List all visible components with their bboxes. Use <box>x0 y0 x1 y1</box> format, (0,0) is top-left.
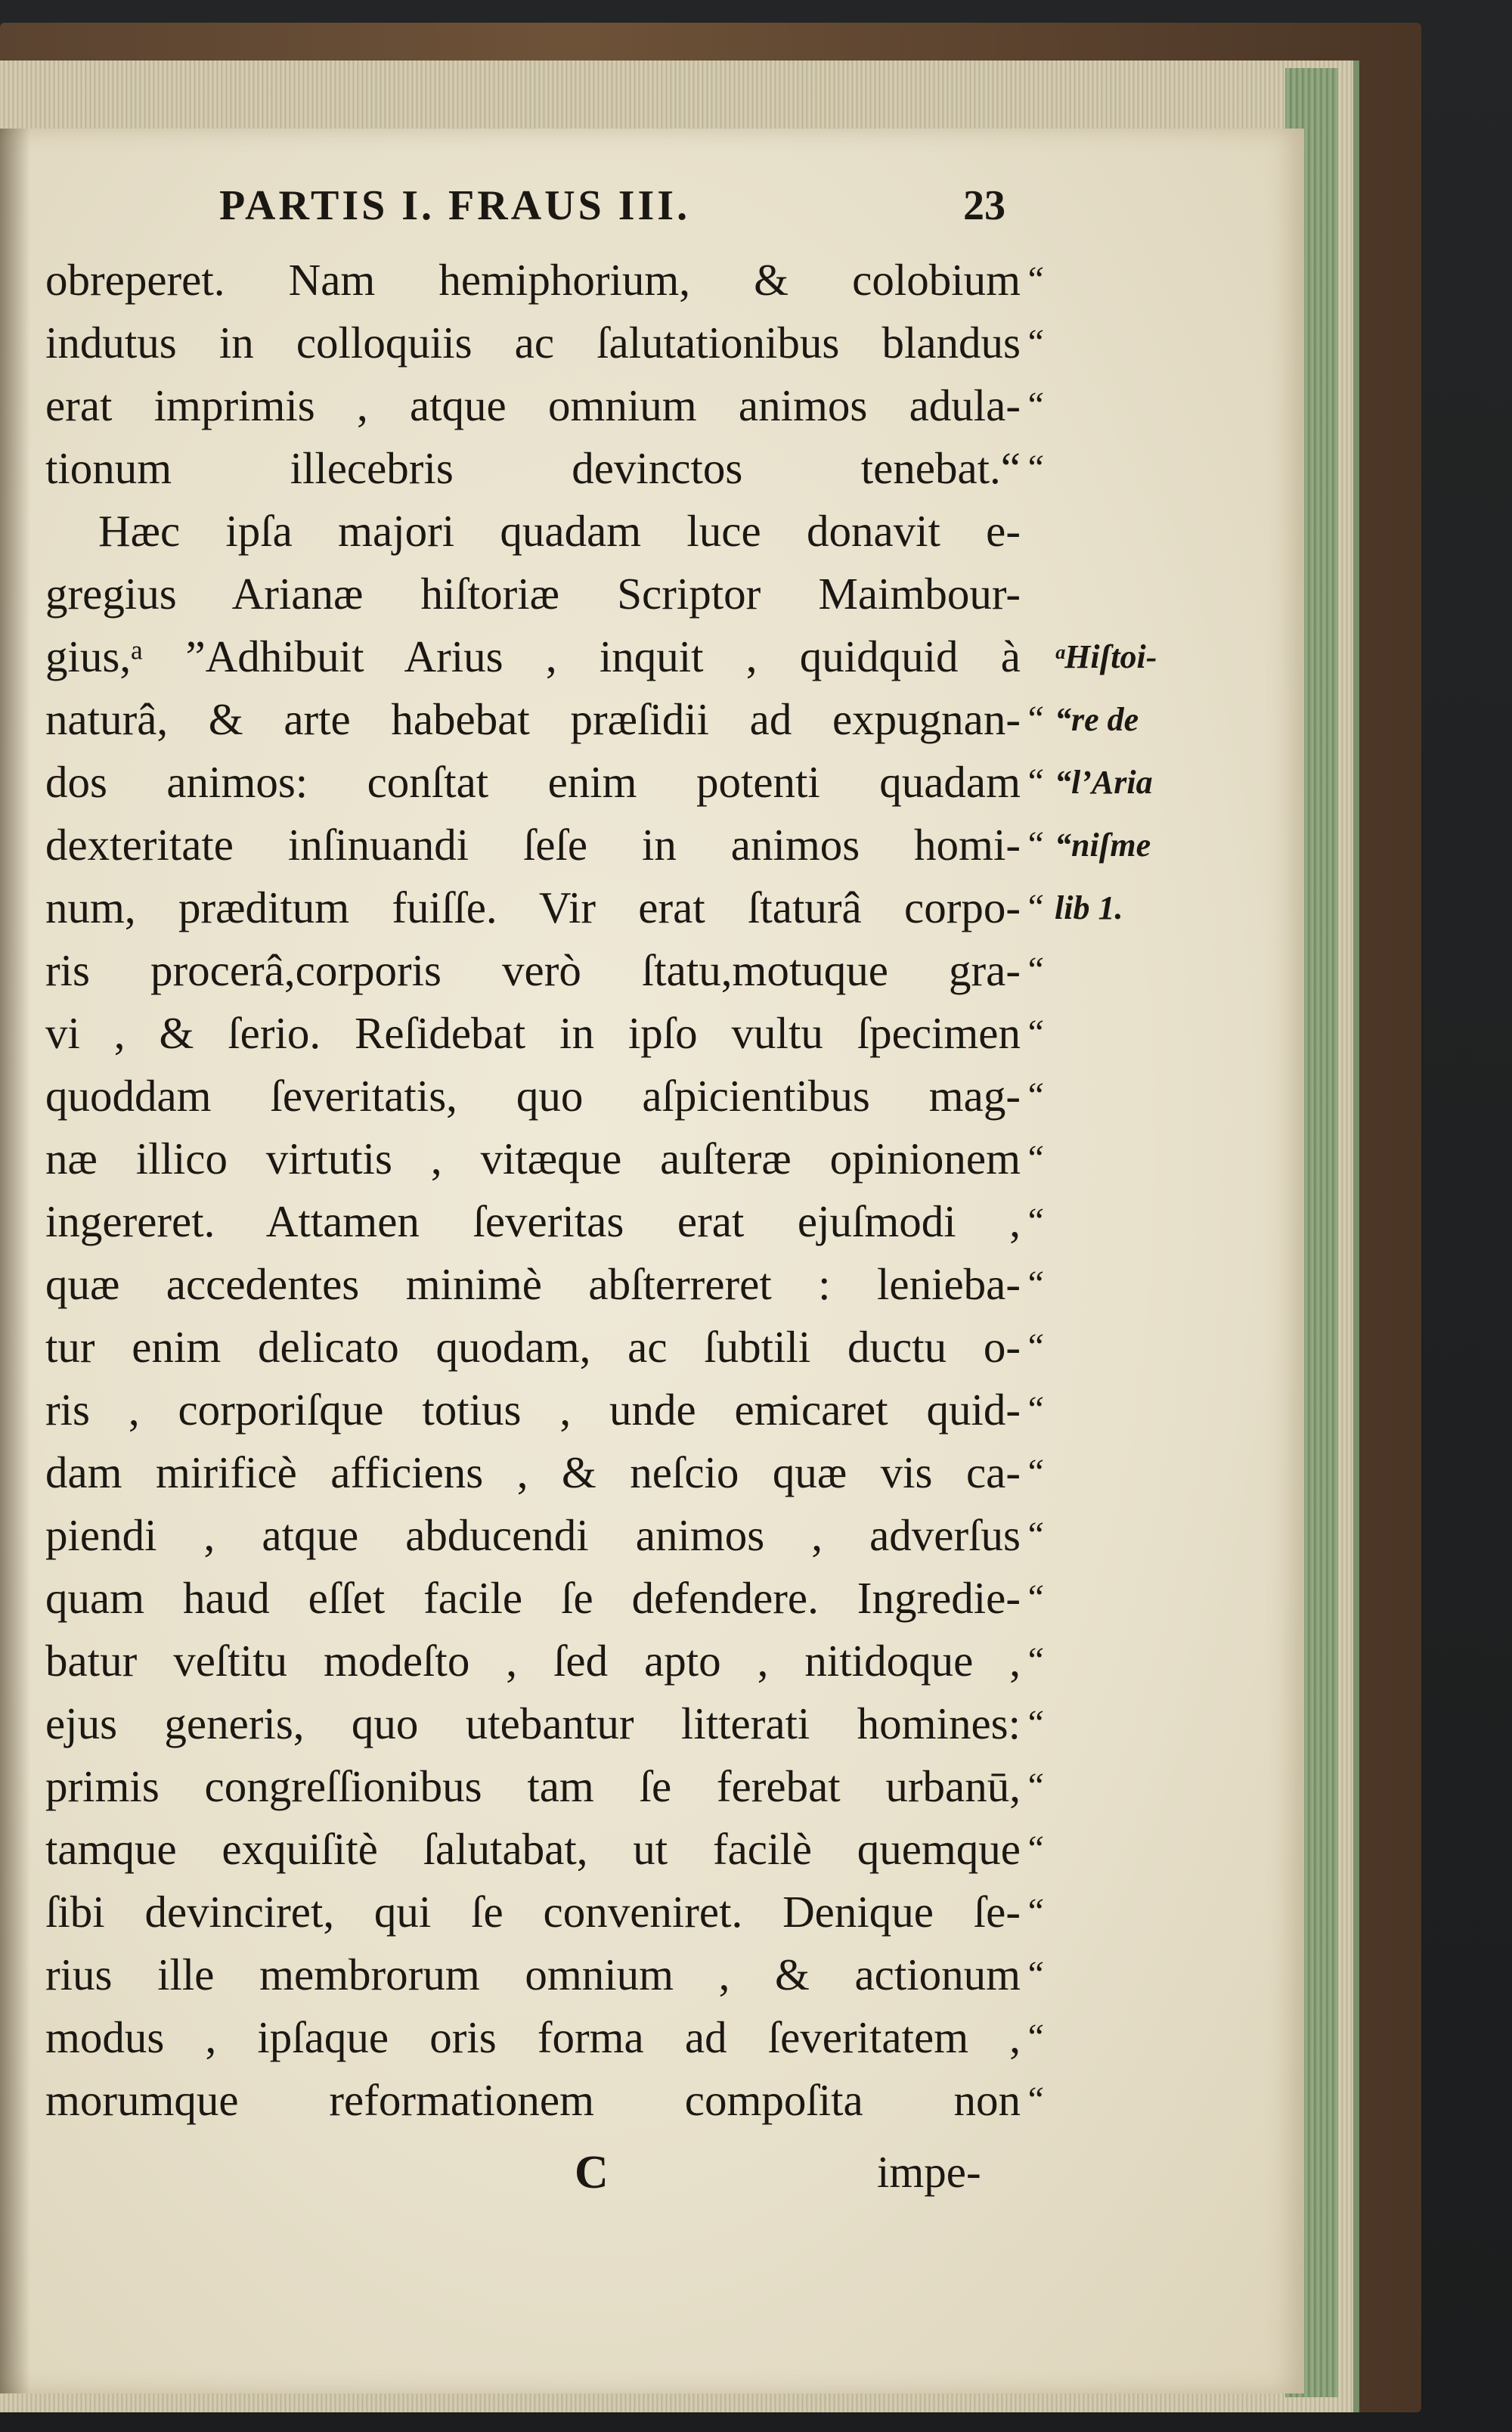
quote-mark: “ <box>1024 1138 1045 1178</box>
quote-mark: “ <box>1024 2017 1045 2057</box>
catchword: impe- <box>877 2147 981 2197</box>
margin-note-line: “niſme <box>1055 827 1151 864</box>
signature-mark: C <box>575 2147 609 2198</box>
quote-mark: “ <box>1024 1703 1045 1743</box>
text-line: ſibi devinciret, qui ſe conveniret. Denique ſe- <box>45 1887 1021 1937</box>
text-line: tur enim delicato quodam, ac ſubtili ductu o- <box>45 1322 1021 1372</box>
quote-mark: “ <box>1024 1829 1045 1869</box>
text-line: rius ille membrorum omnium , & actionum <box>45 1950 1021 1999</box>
quote-mark: “ <box>1024 1075 1045 1115</box>
text-line: obreperet. Nam hemiphorium, & colobium <box>45 255 1021 305</box>
quote-mark: “ <box>1024 1264 1045 1304</box>
quote-mark <box>1024 501 1055 561</box>
text-line: Hæc ipſa majori quadam luce donavit e- <box>98 506 1021 556</box>
text-line: piendi , atque abducendi animos , adverſus <box>45 1510 1021 1560</box>
running-head-title: PARTIS I. FRAUS III. <box>219 182 691 229</box>
text-line: dam mirificè afficiens , & neſcio quæ vis ca- <box>45 1447 1021 1497</box>
text-line: ejus generis, quo utebantur litterati homines: <box>45 1698 1021 1748</box>
text-line: primis congreſſionibus tam ſe ferebat urbanū, <box>45 1761 1021 1811</box>
text-line: erat imprimis , atque omnium animos adula- <box>45 380 1021 430</box>
page-number: 23 <box>963 182 1005 229</box>
text-line: dos animos: conſtat enim potenti quadam <box>45 757 1021 807</box>
quote-mark: “ <box>1024 824 1045 864</box>
text-line: quoddam ſeveritatis, quo aſpicientibus mag- <box>45 1071 1021 1121</box>
quote-mark: “ <box>1024 762 1045 802</box>
page-gutter <box>0 129 30 2393</box>
margin-note-line: lib 1. <box>1055 889 1123 926</box>
text-line: tionum illecebris devinctos tenebat.“ <box>45 443 1021 493</box>
quote-mark: “ <box>1024 887 1045 927</box>
running-head <box>219 181 1005 250</box>
text-line: ris procerâ,corporis verò ſtatu,motuque gra- <box>45 945 1021 995</box>
quote-mark: “ <box>1024 1389 1045 1429</box>
quote-mark: “ <box>1024 1891 1045 1931</box>
quote-mark: “ <box>1024 950 1045 990</box>
quote-mark: “ <box>1024 1577 1045 1618</box>
quote-mark: “ <box>1024 259 1045 299</box>
quote-mark: “ <box>1024 448 1045 488</box>
margin-note-line: ᵃHiſtoi- <box>1055 638 1157 675</box>
text-line: modus , ipſaque oris forma ad ſeveritatem , <box>45 2012 1021 2062</box>
quote-mark: “ <box>1024 385 1045 425</box>
quote-mark: “ <box>1024 1954 1045 1994</box>
text-line: gregius Arianæ hiſtoriæ Scriptor Maimbour- <box>45 569 1021 619</box>
quote-mark: “ <box>1024 1452 1045 1492</box>
quote-mark: “ <box>1024 1640 1045 1680</box>
text-line: dexteritate inſinuandi ſeſe in animos homi- <box>45 820 1021 870</box>
quote-mark: “ <box>1024 1201 1045 1241</box>
quote-mark: “ <box>1024 322 1045 362</box>
quote-mark: “ <box>1024 1326 1045 1366</box>
quote-mark: “ <box>1024 699 1045 739</box>
text-line: tamque exquiſitè ſalutabat, ut facilè quemque <box>45 1824 1021 1874</box>
text-line: quæ accedentes minimè abſterreret : lenieba- <box>45 1259 1021 1309</box>
text-line: vi , & ſerio. Reſidebat in ipſo vultu ſpecimen <box>45 1008 1021 1058</box>
quote-mark: “ <box>1024 1766 1045 1806</box>
text-line: quam haud eſſet facile ſe defendere. Ingredie- <box>45 1573 1021 1623</box>
text-line: morumque reformationem compoſita non <box>45 2075 1021 2125</box>
quote-mark <box>1024 626 1055 687</box>
margin-note-line: “re de <box>1055 701 1139 738</box>
text-line: gius,ᵃ ”Adhibuit Arius , inquit , quidquid à <box>45 631 1021 681</box>
quote-mark: “ <box>1024 1013 1045 1053</box>
text-line: batur veſtitu modeſto , ſed apto , nitidoque , <box>45 1636 1021 1686</box>
quote-mark <box>1024 563 1055 624</box>
text-line: næ illico virtutis , vitæque auſteræ opinionem <box>45 1134 1021 1183</box>
quote-mark: “ <box>1024 2080 1045 2120</box>
text-line: naturâ, & arte habebat præſidii ad expugnan- <box>45 694 1021 744</box>
text-line: indutus in colloquiis ac ſalutationibus blandus <box>45 318 1021 368</box>
text-line: num, præditum fuiſſe. Vir erat ſtaturâ corpo- <box>45 883 1021 932</box>
quote-mark: “ <box>1024 1515 1045 1555</box>
margin-note-line: “l’Aria <box>1055 764 1153 801</box>
text-line: ris , corporiſque totius , unde emicaret quid- <box>45 1385 1021 1435</box>
text-line: ingereret. Attamen ſeveritas erat ejuſmodi , <box>45 1196 1021 1246</box>
